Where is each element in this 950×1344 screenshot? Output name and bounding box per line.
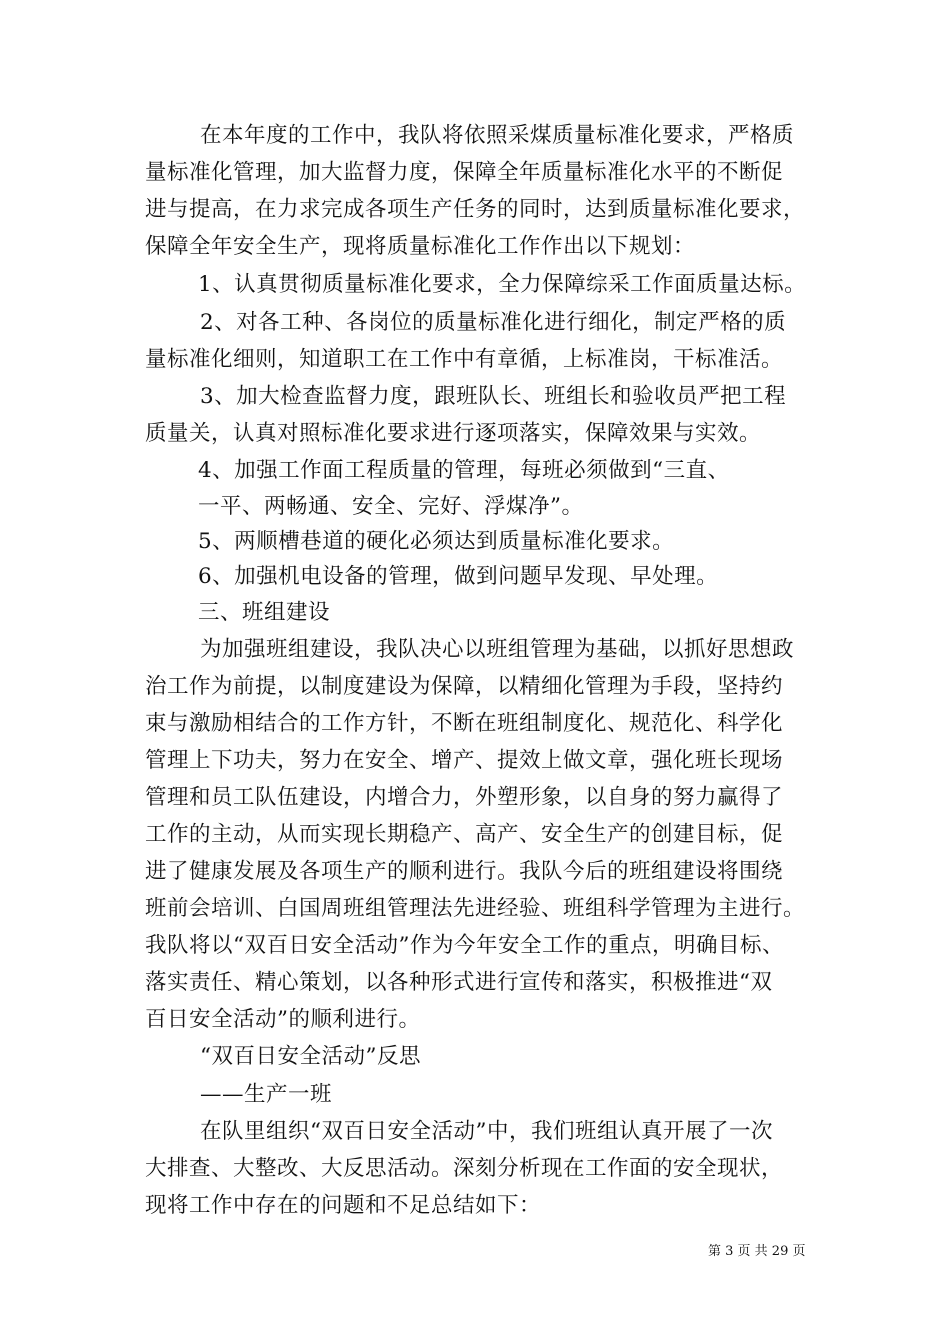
byline: ——生产一班	[200, 1082, 333, 1107]
text-line: 2、对各工种、各岗位的质量标准化进行细化，制定严格的质	[200, 310, 787, 335]
section-heading: 三、班组建设	[198, 600, 331, 625]
text-line: 4、加强工作面工程质量的管理，每班必须做到“三直、	[198, 458, 730, 483]
text-line: 百日安全活动”的顺利进行。	[145, 1007, 421, 1032]
text-line: 保障全年安全生产，现将质量标准化工作作出以下规划：	[145, 234, 696, 259]
text-line: 6、加强机电设备的管理，做到问题早发现、早处理。	[198, 564, 719, 589]
text-line: 在队里组织“双百日安全活动”中，我们班组认真开展了一次	[200, 1119, 773, 1144]
text-line: 我队将以“双百日安全活动”作为今年安全工作的重点，明确目标、	[145, 933, 784, 958]
text-line: 束与激励相结合的工作方针，不断在班组制度化、规范化、科学化	[145, 711, 784, 736]
text-line: 质量关，认真对照标准化要求进行逐项落实，保障效果与实效。	[145, 421, 762, 446]
text-line: 班前会培训、白国周班组管理法先进经验、班组科学管理为主进行。	[145, 896, 806, 921]
text-line: 进与提高，在力求完成各项生产任务的同时，达到质量标准化要求，	[145, 197, 806, 222]
text-line: 治工作为前提，以制度建设为保障，以精细化管理为手段，坚持约	[145, 674, 784, 699]
text-line: 大排查、大整改、大反思活动。深刻分析现在工作面的安全现状，	[145, 1156, 784, 1181]
text-line: 管理和员工队伍建设，内增合力，外塑形象，以自身的努力赢得了	[145, 785, 784, 810]
text-line: 管理上下功夫，努力在安全、增产、提效上做文章，强化班长现场	[145, 748, 784, 773]
text-line: 在本年度的工作中，我队将依照采煤质量标准化要求，严格质	[200, 123, 795, 148]
text-line: 一平、两畅通、安全、完好、浮煤净”。	[198, 494, 584, 519]
text-line: 进了健康发展及各项生产的顺利进行。我队今后的班组建设将围绕	[145, 859, 784, 884]
text-line: 工作的主动，从而实现长期稳产、高产、安全生产的创建目标，促	[145, 822, 784, 847]
text-line: 1、认真贯彻质量标准化要求，全力保障综采工作面质量达标。	[198, 272, 807, 297]
text-line: 5、两顺槽巷道的硬化必须达到质量标准化要求。	[198, 529, 675, 554]
text-line: 量标准化管理，加大监督力度，保障全年质量标准化水平的不断促	[145, 160, 784, 185]
page-number-footer: 第 3 页 共 29 页	[708, 1244, 806, 1259]
text-line: 落实责任、精心策划，以各种形式进行宣传和落实，积极推进“双	[145, 970, 773, 995]
text-line: 3、加大检查监督力度，跟班队长、班组长和验收员严把工程	[200, 384, 787, 409]
text-line: 量标准化细则，知道职工在工作中有章循，上标准岗，干标准活。	[145, 347, 784, 372]
text-line: 现将工作中存在的问题和不足总结如下：	[145, 1193, 542, 1218]
text-line: 为加强班组建设，我队决心以班组管理为基础，以抓好思想政	[200, 637, 795, 662]
subtitle: “双百日安全活动”反思	[200, 1044, 421, 1069]
